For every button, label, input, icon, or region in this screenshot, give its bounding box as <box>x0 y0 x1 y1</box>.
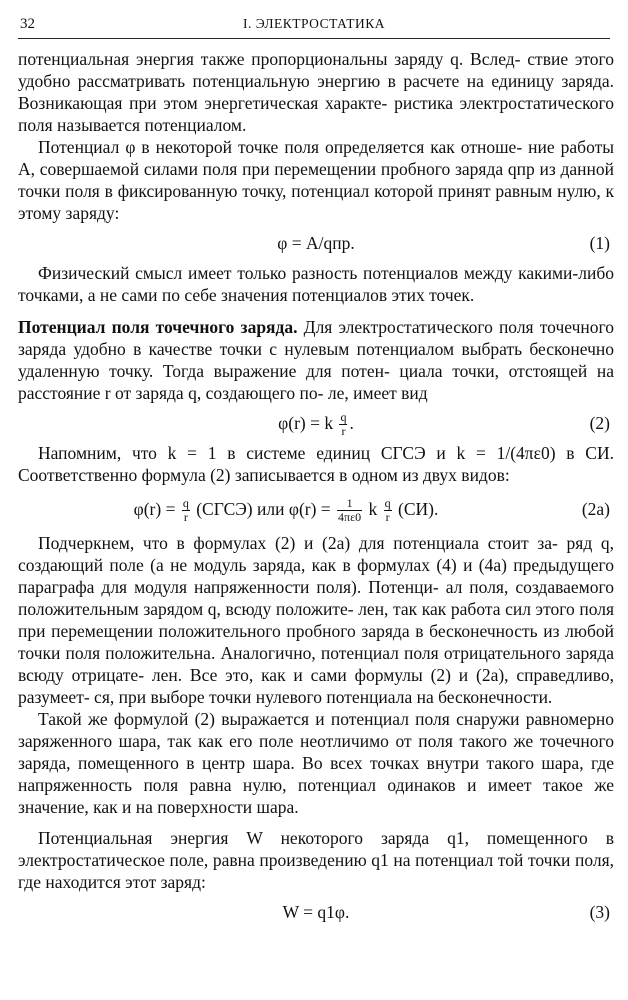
equation-1 <box>18 224 614 262</box>
equation-1-formula: φ = A/qпр. <box>277 233 355 253</box>
equation-2a: φ(r) = $\frac{q}{r}$ (СГСЭ) или φ(r) = $\frac{1}{4\pi\varepsilon 0}$ k $\frac{q}{r}$ (СИ). (2а) <box>18 486 614 532</box>
paragraph-point-charge: Потенциал поля точечного заряда. Для электростатического поля точечного заряда удобно в качестве точки с нулевым потенциалом выбрать бесконечно удаленную точку. Тогда выражение для потен- циала точки, отстоящей на расстояние r от заряда q, создающего по- ле, имеет вид <box>18 317 615 403</box>
equation-2-number: (2) <box>589 413 610 433</box>
paragraph-1: потенциальная энергия также пропорциональны заряду q. Вслед- ствие этого удобно рассматривать потенциальную энергию в расчете на единицу заряда. Возникающая при этом энергетическая характе- ристика электростатического поля называется потенциалом. <box>18 49 615 135</box>
running-title: I. ЭЛЕКТРОСТАТИКА <box>243 16 385 31</box>
equation-2a-number: (2а) <box>581 499 610 519</box>
paragraph-physical-meaning: Физический смысл имеет только разность потенциалов между какими-либо точками, а не сами по себе значения потенциалов этих точек. <box>18 263 615 305</box>
page-number: 32 <box>20 16 35 32</box>
paragraph-potential-energy: Потенциальная энергия W некоторого заряда q1, помещенного в электростатическое поле, равна произведению q1 на потенциал той точки поля, где находится этот заряд: <box>18 828 615 892</box>
equation-3 <box>18 893 614 931</box>
page-header <box>18 10 610 39</box>
section-heading: Потенциал поля точечного заряда. <box>18 317 298 337</box>
paragraph-sphere: Такой же формулой (2) выражается и потенциал поля снаружи равномерно заряженного шара, так как его поле неотличимо от поля такого же точечного заряда, помещенного в центр шара. Во всех точках внутри такого шара, где напряженность поля равна нулю, потенциал одинаков и имеет такое же значение, как и на поверхности шара. <box>18 709 615 817</box>
equation-2-fraction: $\frac{q}{r}$ <box>340 410 347 439</box>
equation-3-formula: W = q1φ. <box>282 902 350 922</box>
paragraph-emphasis: Подчеркнем, что в формулах (2) и (2а) для потенциала стоит за- ряд q, создающий поле (а не модуль заряда, как в формулах (4) и (4а) предыдущего параграфа для модуля напряженности поля). Потенци- ал поля, создаваемого положительным зарядом q, всюду положите- лен, так как работа сил этого поля при перемещении положительного пробного заряда в бесконечность из любой точки поля положительна. Аналогично, потенциал поля отрицательного заряда всюду отрицате- лен. Все это, как и сами формулы (2) и (2а), справедливо, разумеет- ся, при выборе точки нулевого потенциала на бесконечности. <box>18 533 615 707</box>
page-body <box>18 48 614 931</box>
equation-2: φ(r) = k $\frac{q}{r}$ . (2) <box>18 404 614 442</box>
paragraph-reminder: Напомним, что k = 1 в системе единиц СГСЭ и k = 1/(4πε0) в СИ. Соответственно формула (2) записывается в одном из двух видов: <box>18 443 614 485</box>
equation-3-number: (3) <box>589 902 610 922</box>
equation-1-number: (1) <box>589 233 610 253</box>
paragraph-potential-definition: Потенциал φ в некоторой точке поля определяется как отноше- ние работы A, совершаемой силами поля при перемещении пробного заряда qпр из данной точки поля в фиксированную точку, потенциал которой принят равным нулю, к этому заряду: <box>18 137 615 223</box>
